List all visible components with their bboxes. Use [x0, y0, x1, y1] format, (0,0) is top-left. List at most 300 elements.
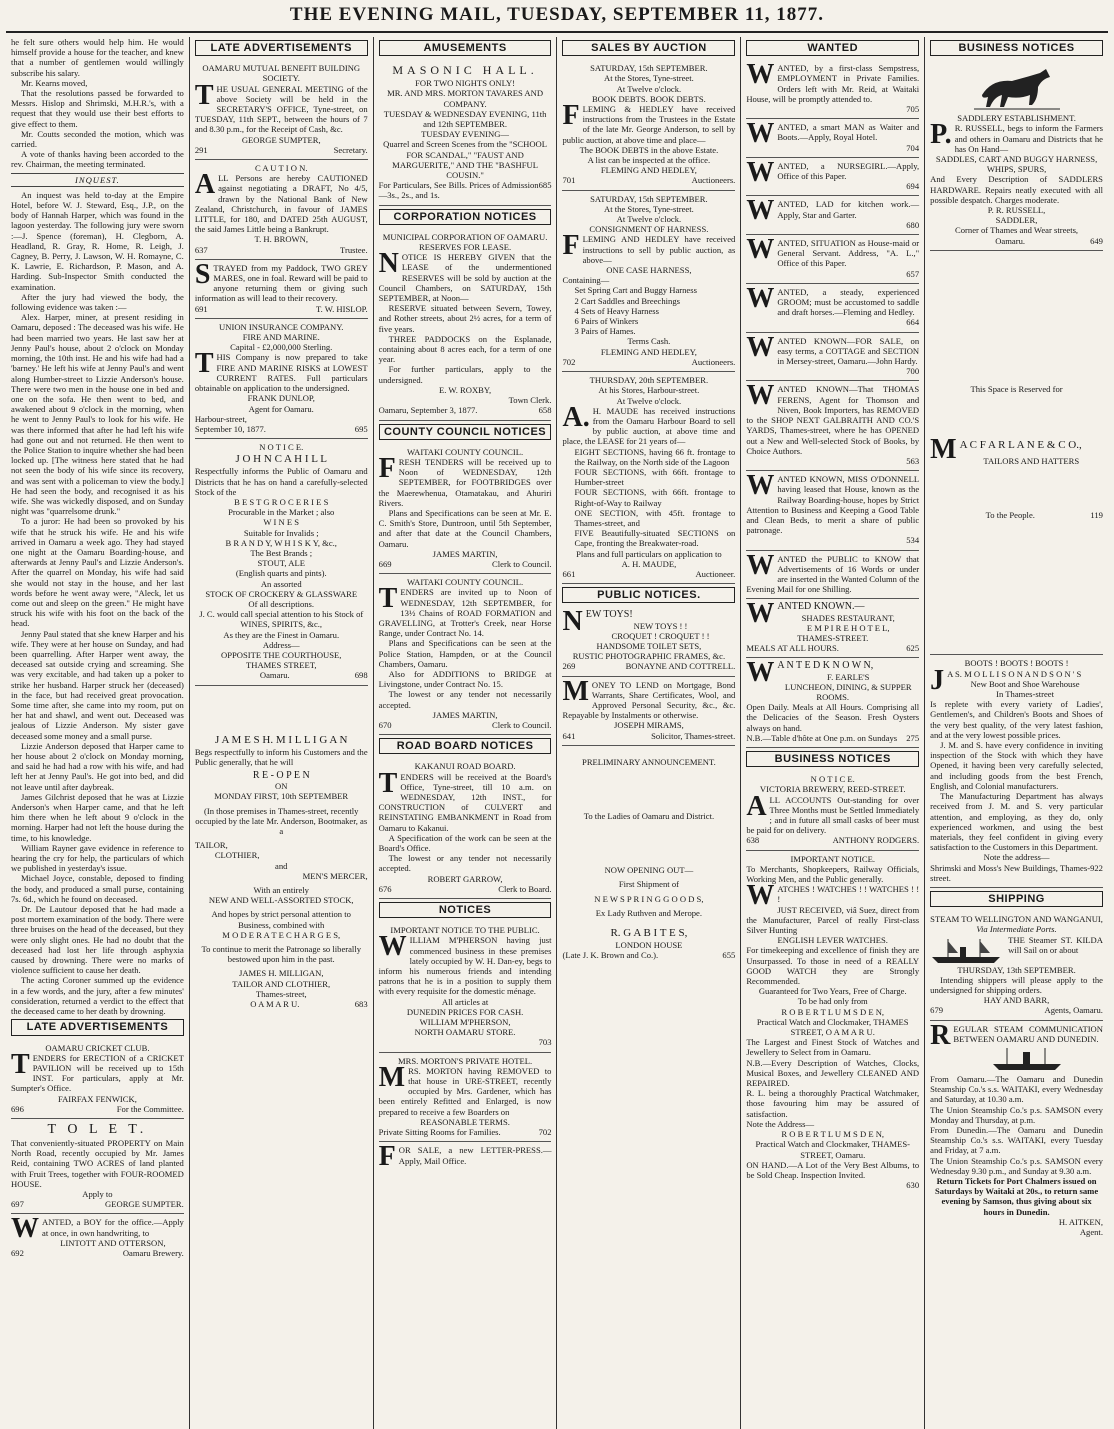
ad-role: Auctioneer.	[695, 568, 736, 579]
ad-text: FIRE AND MARINE.	[242, 332, 320, 343]
advert-wanted	[746, 235, 919, 284]
ad-text: Respectfully informs the Public of Oamaru and Districts that he has on hand a carefully-selected Stock of the	[194, 466, 368, 497]
ad-body: NOTICE IS HEREBY GIVEN that the LEASE of the undermentioned RESERVES will be sold by auction at the Council Chambers, on SATURDAY, 15th SEPTEMBER, at Noon—	[378, 248, 552, 304]
column-1	[6, 37, 189, 1429]
ad-line: Shrimski and Moss's New Buildings, Thames-street.	[930, 862, 1091, 883]
advert-cricket	[11, 1040, 184, 1119]
ad-line: THREE PADDOCKS on the Esplanade, containing about 8 acres each, for a term of one year.	[378, 333, 552, 365]
ad-line: JAMES H. MILLIGAN,	[238, 968, 324, 979]
advert-boy-wanted	[11, 1214, 184, 1262]
ad-line: The BOOK DEBTS in the above Estate.	[579, 144, 719, 155]
advert-cahill	[195, 439, 368, 685]
column-5	[740, 37, 924, 1429]
ad-signature: BONAYNE AND COTTRELL.	[625, 661, 736, 672]
ad-number: 697	[11, 1199, 24, 1210]
ad-line: NEW AND WELL-ASSORTED STOCK,	[208, 895, 354, 906]
advert-gabites	[562, 746, 735, 965]
ad-signature: FAIRFAX FENWICK,	[57, 1093, 137, 1104]
ad-signature: LINTOTT AND OTTERSON,	[60, 1237, 166, 1248]
ad-number: 119	[1090, 510, 1103, 521]
ad-body: WANTED KNOWN—FOR SALE, on easy terms, a COTTAGE and SECTION in Mersey-street, Oamaru.—John Hardy.	[746, 331, 920, 367]
ad-name: J A M E S H. M I L L I G A N	[215, 733, 348, 746]
ad-line: DUNEDIN PRICES FOR CASH.	[406, 1006, 524, 1017]
ad-line: O A M A R U.	[250, 999, 300, 1010]
article-text: Mr. Kearns moved,	[21, 77, 88, 88]
section-heading: NOTICES	[379, 902, 552, 918]
ad-line: At the Stores, Tyne-street.	[604, 73, 694, 84]
ad-number: 685	[538, 180, 552, 191]
list-item: 6 Pairs of Winkers	[574, 316, 639, 327]
ad-date: September 10, 1877.	[194, 423, 266, 434]
ad-number: 563	[906, 455, 920, 466]
ad-line: To be had only from	[797, 996, 868, 1007]
ad-text: Oamaru Brewery.	[122, 1247, 184, 1258]
inquest-paragraph: James Gilchrist deposed that he was at Lizzie Anderson's when Harper came, and that he left him there when he left about 9 o'clock in the morning. Harper had not left the house during the time, to his knowledge.	[11, 791, 184, 843]
ad-line: B R A N D Y, W H I S K Y, &c.,	[225, 537, 337, 548]
ad-line: Return Tickets for Port Chalmers issued on Saturdays by Waitaki at 20s., to return same evening by Samson, thus giving about six hours in Dunedin.	[934, 1175, 1099, 1217]
ad-line: TAILOR AND CLOTHIER,	[232, 978, 331, 989]
advert-lumsden-watches	[746, 851, 919, 1195]
advert-book-debts	[562, 60, 735, 190]
ad-title: IMPORTANT NOTICE.	[790, 853, 876, 864]
ad-number: 637	[194, 244, 208, 255]
ad-name: J O H N C A H I L L	[235, 453, 328, 466]
ad-line: WANTED KNOWN.—	[746, 598, 865, 630]
ad-signature: FLEMING AND HEDLEY,	[600, 165, 697, 176]
advert-money-to-lend	[562, 677, 735, 746]
ad-line: B E S T G R O C E R I E S	[234, 496, 329, 507]
ad-role: Solicitor, Thames-street.	[651, 730, 736, 741]
ad-line: SATURDAY, 15th SEPTEMBER.	[590, 193, 708, 204]
ad-line: Of all descriptions.	[248, 598, 315, 609]
ad-line: SATURDAY, 15th SEPTEMBER.	[590, 63, 708, 74]
ad-body: ALL Persons are hereby CAUTIONED against negotiating a DRAFT, No 4/5, drawn by the National Bank of New Zealand, Christchurch, in favour of JAMES LITTLE, for 180, and DATED 25th AUGUST, the said James Little being a Bankrupt.	[194, 169, 368, 235]
ad-line: For further particulars, apply to the undersigned.	[378, 364, 552, 385]
ad-line: Ex Lady Ruthven and Merope.	[595, 907, 702, 918]
advert-wanted	[746, 551, 919, 600]
ad-number: 641	[562, 730, 576, 741]
ad-line: TUESDAY & WEDNESDAY EVENING, 11th and 12th SEPTEMBER.	[383, 108, 547, 130]
section-heading: LATE ADVERTISEMENTS	[11, 1019, 184, 1035]
ad-name: R O B E R T L U M S D E N,	[781, 1129, 885, 1140]
ad-line: OPPOSITE THE COURTHOUSE,	[221, 649, 342, 660]
advert-union-insurance	[195, 319, 368, 439]
ad-line: NORTH OAMARU STORE.	[414, 1027, 516, 1038]
ad-line: N.B.—Table d'hôte at One p.m. on Sundays	[746, 732, 898, 743]
ad-body: WANTED the PUBLIC to KNOW that Advertisements of 16 Words or under are inserted in the Wanted Column of the Evening Mail for one Shilling.	[746, 549, 920, 595]
ad-title: T O L E T.	[47, 1121, 148, 1137]
ad-line: ON	[275, 781, 288, 792]
advert-wanted	[746, 60, 919, 119]
ad-line: SHADES RESTAURANT,	[801, 612, 895, 623]
ad-number: 680	[906, 219, 920, 230]
ad-line: Terms Cash.	[627, 336, 671, 347]
ad-line: CROQUET ! CROQUET ! !	[611, 630, 710, 641]
ad-line: At Twelve o'clock.	[616, 83, 682, 94]
advert-to-let	[11, 1119, 184, 1214]
ad-line: From Dunedin.—The Oamaru and Dunedin Steamship Co.'s s.s. WAITAKI, every Tuesday and Friday, at 7 a.m.	[930, 1124, 1103, 1156]
ad-line: Corner of Thames and Wear streets,	[955, 225, 1079, 236]
ad-line: Plans and Specifications can be seen at the Police Station, Hampden, or at the Council Chambers, Oamaru.	[378, 638, 552, 669]
ad-line: WATCHES ! WATCHES ! ! WATCHES ! ! !	[746, 880, 920, 912]
ad-number: 630	[906, 1180, 920, 1191]
ad-line: To Merchants, Shopkeepers, Railway Officials, Working Men, and the Public generally.	[746, 863, 920, 885]
ad-line: SADDLES, CART AND BUGGY HARNESS, WHIPS, SPURS,	[935, 154, 1098, 175]
ad-title: WAITAKI COUNTY COUNCIL.	[406, 577, 524, 588]
inquest-paragraph: An inquest was held to-day at the Empire Hotel, before W. J. Steward, Esq., J.P., on the body of Hannah Harper, which was found in the lagoon yesterday. The following jury were sworn :—J. Spence (foreman), H. Clegborn, A. Headland, R. Gray, R. Home, R. Leigh, J. Cagney, B. Perry, J. Lawson, W. H. Romayne, C. K. Lawrie, E. Richardson, P. Mason, and A. Harding. Sub-Inspector Smith conducted the examination.	[11, 189, 184, 292]
ad-line: Also for ADDITIONS to BRIDGE at Livingstone, under Contract No. 15.	[378, 668, 552, 690]
ad-title: KAKANUI ROAD BOARD.	[414, 761, 516, 772]
ad-line: MEN'S MERCER,	[302, 870, 368, 881]
ad-title: UNION INSURANCE COMPANY.	[219, 321, 344, 332]
ad-body: WANTED KNOWN—That THOMAS FERENS, Agent for Thomson and Niven, Book Importers, has REMOVED to the SHOP NEXT GALBRAITH AND CO.'S YARDS, Thames-street, where he has OPENED out a New and Well-selected Stock of Books, by Choice Authors.	[746, 380, 920, 456]
ad-line: Note the address—	[983, 852, 1050, 863]
ad-body: WANTED, by a first-class Sempstress, EMPLOYMENT in Private Families. Orders left with Mr. Reid, at Waitaki House, will be promptly attended to.	[746, 59, 920, 104]
ad-title: WAITAKI COUNTY COUNCIL.	[406, 446, 524, 457]
ad-line: A Specification of the work can be seen at the Board's Office.	[378, 832, 552, 854]
ad-line: Practical Watch and Clockmaker, THAMES STREET, O A M A R U.	[756, 1016, 909, 1038]
advert-macfarlane	[930, 251, 1103, 656]
column-4	[556, 37, 740, 1429]
ad-line: J. C. would call special attention to his Stock of	[199, 609, 364, 620]
ad-name: R O B E R T L U M S D E N,	[781, 1006, 885, 1017]
columns	[6, 37, 1108, 1429]
column-3	[373, 37, 557, 1429]
ad-name: JA S. M O L L I S O N A N D S O N ' S	[930, 664, 1082, 696]
ad-number: 705	[906, 104, 920, 115]
ad-line: THAMES STREET,	[245, 660, 317, 671]
ad-title: C A U T I O N.	[255, 163, 308, 174]
inquest-paragraph: William Rayner gave evidence in reference to hearing the cry for help, the particulars of which we published in yesterday's issue.	[11, 842, 184, 874]
ad-line: TAILOR,	[194, 840, 228, 851]
ad-number: 700	[906, 366, 920, 377]
ad-role: Agent.	[1079, 1227, 1103, 1237]
ad-line: THURSDAY, 13th SEPTEMBER.	[957, 964, 1076, 975]
advert-earles-rooms	[746, 658, 919, 748]
ad-title: STEAM TO WELLINGTON AND WANGANUI,	[930, 914, 1103, 925]
ad-line: NOW OPENING OUT—	[604, 865, 694, 876]
ad-line: This Space is Reserved for	[970, 383, 1063, 394]
ad-signature: FRANK DUNLOP,	[247, 393, 315, 404]
ad-line: THAMES-STREET.	[797, 632, 869, 643]
ad-role: Clerk to Council.	[492, 719, 552, 730]
ad-name: R. G A B I T E S,	[610, 927, 688, 940]
ad-body: FLEMING AND HEDLEY have received instructions to sell by public auction, as above—	[562, 230, 736, 265]
ad-line: THE Steamer ST. KILDA will Sail on or about	[1008, 934, 1103, 955]
ad-line: The lowest or any tender not necessarily accepted.	[378, 853, 552, 874]
ad-body: WANTED, LAD for kitchen work.—Apply, Star and Garter.	[746, 195, 920, 227]
ad-text: Capital - £2,000,000 Sterling.	[230, 342, 333, 353]
advert-mollison-boots	[930, 655, 1103, 887]
ad-line: CLOTHIER,	[214, 850, 260, 861]
ad-role: Agent for Oamaru.	[248, 403, 314, 414]
advert-mutual-society	[195, 60, 368, 160]
ad-line: Suitable for Invalids ;	[243, 527, 319, 538]
ad-line: W I N E S	[263, 517, 300, 528]
masthead: THE EVENING MAIL, TUESDAY, SEPTEMBER 11, 1877.	[6, 4, 1108, 33]
ad-line: Thames-street,	[255, 988, 307, 999]
ad-number: 691	[194, 303, 208, 314]
ad-line: Note the Address—	[746, 1118, 815, 1129]
ad-line: N.B.—Every Description of Watches, Clocks, Musical Boxes, and Jewellery CLEANED AND REPAIRED.	[746, 1057, 920, 1089]
section-heading: WANTED	[746, 40, 919, 56]
ad-role: Auctioneers.	[691, 356, 736, 367]
ad-line: PRELIMINARY ANNOUNCEMENT.	[582, 756, 716, 767]
ad-title: OAMARU CRICKET CLUB.	[45, 1042, 150, 1053]
ad-signature: A. H. MAUDE,	[621, 558, 677, 569]
ad-body: FLEMING & HEDLEY have received instructions from the Trustees in the Estate of the late Mr. George Anderson, to sell by public auction, at above time and place—	[562, 100, 736, 145]
section-heading: COUNTY COUNCIL NOTICES	[379, 424, 552, 440]
inquest-paragraph: The acting Coroner summed up the evidence in a few words, and the jury, after a few minutes' consideration, returned a verdict to the effect that the deceased came to her death by drowning.	[11, 975, 184, 1017]
article-text: That the resolutions passed be forwarded to Messrs. Hislop and Shrimski, M.H.R.'s, with a request that they would use their best efforts to give effect to them.	[11, 88, 184, 129]
ad-line: From Oamaru.—The Oamaru and Dunedin Steamship Co.'s s.s. WAITAKI, every Wednesday and Saturday, at 10.30 a.m.	[930, 1073, 1103, 1105]
advert-letter-press	[378, 1141, 552, 1173]
ad-body: The Manufacturing Department has always received from J. M. and S. very particular attention, and employing, as they do, only experienced workmen, and using the best materials, they feel confident in giving every satisfaction to the Customers in this Department.	[930, 791, 1103, 853]
ad-number: 695	[354, 423, 368, 434]
advert-milligan	[195, 730, 368, 1014]
ad-line: BOOK DEBTS. BOOK DEBTS.	[591, 93, 706, 104]
advert-strayed	[195, 260, 368, 319]
inquest-paragraph: To a juror: He had been so provoked by his wife that he struck his wife. He and his wife arrived in Oamaru a week ago. They had stayed one night at the Oamaru Boarding-house, and afterwards at Jenny Paul's and Lizzie Anderson's. After the quarrel on Monday, his wife had said she would not stay in the house, and her last words before he went away were, "Aleck, let us come out and sleep on the green." He might have struck his wife with his foot on the back of the head.	[11, 516, 184, 629]
ad-line: Plans and full particulars on application to	[576, 548, 722, 559]
ad-body: Is replete with every variety of Ladies', Gentlemen's, and Children's Boots and Shoes of the very best quality, of the very latest fashion, and at the very lowest possible prices.	[930, 699, 1103, 740]
ad-number: 269	[562, 661, 576, 672]
ad-number: 679	[930, 1005, 944, 1016]
ad-line: N E W S P R I N G G O O D S,	[594, 893, 704, 904]
ad-role: Trustee.	[340, 244, 368, 255]
section-heading: SHIPPING	[930, 891, 1103, 907]
ad-line: Via Intermediate Ports.	[976, 924, 1057, 935]
inquest-paragraph: Michael Joyce, constable, deposed to finding the body, and produced a small purse, containing 7s. 6d., which he found on deceased.	[11, 873, 184, 904]
ad-role: Town Clerk.	[508, 395, 552, 406]
ad-role: Clerk to Board.	[498, 883, 552, 894]
list-item: 2 Cart Saddles and Breechings	[574, 295, 680, 306]
ad-line: HANDSOME TOILET SETS,	[596, 640, 702, 651]
list-item: ONE SECTION, with 45ft. frontage to Thames-street, and	[574, 507, 736, 528]
section-heading: LATE ADVERTISEMENTS	[195, 40, 368, 56]
advert-wanted	[746, 196, 919, 235]
ad-line: With an entirely	[253, 885, 309, 896]
ad-line: RUSTIC PHOTOGRAPHIC FRAMES, &c.	[572, 651, 726, 662]
ad-title: N O T I C E.	[259, 442, 304, 453]
ad-line: At Twelve o'clock.	[616, 395, 682, 406]
ad-body: WANTED KNOWN, MISS O'DONNELL having leased that House, known as the Railway Boarding-house, hopes by Strict Attention to Business and Keeping a Good Table and Clean Beds, to merit a share of public patronage.	[746, 470, 920, 536]
section-heading: BUSINESS NOTICES	[746, 751, 919, 767]
advert-shades-restaurant	[746, 599, 919, 658]
ad-line: FOR TWO NIGHTS ONLY!	[415, 78, 516, 89]
inquest-paragraph: Alex. Harper, miner, at present residing in Oamaru, deposed : The deceased was his wife. He had been married two years. He last saw her at Jenny Paul's house, about 2 o'clock on Monday morning, the 10th inst. He and his wife had had a 'barney.' He left his wife at Jenny Paul's and went along Humber-street to Lizzie Anderson's house. There were two men in the house one in bed and one on the sofa. He then went to bed, and awakened about 9 o'clock in the morning, when he went to Jenny Paul's to look for his wife. He was there informed that after he had left his wife had gone out and not returned. He then went to the Police Station to inquire whether she had been locked up. [The witness here stated that he had not seen the body of his wife since its recovery, and was sent with a policeman to view the body.] He had seen the body, and recognised it as his wife. She was wickedly disposed, and on Sunday night was "quarrelsome drunk."	[11, 312, 184, 517]
ad-number: 701	[562, 175, 576, 186]
ad-signature: T. H. BROWN,	[254, 234, 309, 245]
ad-role: Agents, Oamaru.	[1044, 1005, 1103, 1016]
ad-line: For timekeeping and excellence of finish they are Unsurpassed. To those in need of a REALLY GOOD WATCH they are Strongly Recommended.	[746, 945, 920, 987]
ad-body: WANTED, a smart MAN as Waiter and Boots.—Apply, Royal Hotel.	[746, 118, 920, 150]
ad-line: Guaranteed for Two Years, Free of Charge.	[758, 986, 907, 997]
advert-harness	[562, 191, 735, 372]
ad-number: 703	[538, 1037, 552, 1048]
ad-role: For the Committee.	[116, 1103, 184, 1114]
advert-wanted	[746, 381, 919, 471]
ad-text: Harbour-street,	[194, 413, 247, 424]
ad-body: MRS. MORTON having REMOVED to that house in URE-STREET, recently occupied by Mrs. Gardener, which has been entirely Refitted and Enlarged, is now prepared to receive a few Boarders on	[378, 1061, 552, 1117]
ad-line: R E - O P E N	[252, 769, 310, 781]
article-text: he felt sure others would help him. He would himself provide a house for the teacher, and knew that a number of gentlemen would willingly subscribe his salary.	[11, 37, 184, 78]
ad-body: That conveniently-situated PROPERTY on Main North Road, recently occupied by Mr. James Reid, containing TWO ACRES of land planted with Fruit Trees, together with FOUR-ROOMED HOUSE.	[11, 1137, 184, 1189]
ad-title: SADDLERY ESTABLISHMENT.	[957, 113, 1076, 124]
column-2	[189, 37, 373, 1429]
ad-number: 649	[1090, 235, 1103, 246]
ad-body: FRESH TENDERS will be received up to Noon of WEDNESDAY, 12th SEPTEMBER, for FOOTBRIDGES over the Maerewhenua, Otamatakau, and Ahuriri Rivers.	[378, 452, 552, 508]
ad-line: E M P I R E H O T E L,	[806, 622, 890, 633]
ad-line: For Particulars, See Bills. Prices of Admission—3s., 2s., and 1s.	[378, 180, 539, 201]
list-item: EIGHT SECTIONS, having 66 ft. frontage to the Railway, on the North side of the Lagoon	[574, 446, 736, 467]
ad-line: WINES, SPIRITS, &c.,	[240, 619, 323, 630]
ad-line: Open Daily. Meals at All Hours. Comprising all the Delicacies of the Season. Fresh Oysters always on hand.	[746, 702, 920, 733]
ad-line: As they are the Finest in Oamaru.	[223, 629, 340, 640]
ad-line: Oamaru.	[259, 670, 290, 681]
ad-line: ONE CASE HARNESS,	[606, 265, 692, 276]
ad-number: 638	[746, 835, 760, 846]
ad-title: REGULAR STEAM COMMUNICATION BETWEEN OAMARU AND DUNEDIN.	[930, 1019, 1103, 1051]
ad-date: Oamaru, September 3, 1877.	[378, 405, 478, 416]
ad-line: ON HAND.—A Lot of the Very Best Albums, to be Sold Cheap. Inspection Invited.	[746, 1159, 920, 1180]
ad-line: Quarrel and Screen Scenes from the "SCHOOL FOR SCANDAL," "FAUST AND MARGUERITE," AND THE "BASHFUL COUSIN."	[383, 139, 548, 181]
ad-text: Begs respectfully to inform his Customers and the Public generally, that he will	[194, 746, 368, 767]
ad-name: MA C F A R L A N E & C O.,	[930, 434, 1082, 466]
ad-title: IMPORTANT NOTICE TO THE PUBLIC.	[390, 925, 540, 936]
ad-line: F. EARLE'S	[827, 671, 870, 682]
ad-line: ENGLISH LEVER WATCHES.	[777, 935, 888, 946]
ad-line: MONDAY FIRST, 10th SEPTEMBER	[214, 791, 349, 802]
horse-engraving-icon	[972, 65, 1062, 111]
ad-body: TENDERS are invited up to Noon of WEDNESDAY, 12th SEPTEMBER, for 13½ Chains of ROAD FORMATION and GRAVELLING, at Trotter's Creek, near Horse Range, under Contract No. 14.	[378, 583, 552, 639]
inquest-paragraph: Lizzie Anderson deposed that Harper came to her house about 2 o'clock on Monday morning, and said he had had a row with his wife, and had left her at Jenny Paul's. He got into bed, and did not leave until after daybreak.	[11, 740, 184, 792]
advert-mpherson	[379, 922, 552, 1052]
ad-line: At his Stores, Harbour-street.	[598, 385, 700, 396]
ad-line: New Boot and Shoe Warehouse	[970, 678, 1080, 689]
ad-body: FOR SALE, a new LETTER-PRESS.—Apply, Mail Office.	[378, 1141, 552, 1173]
list-item: 4 Sets of Heavy Harness	[574, 305, 659, 316]
ad-line: REASONABLE TERMS.	[420, 1116, 510, 1127]
ad-body: STRAYED from my Paddock, TWO GREY MARES, one in foal. Reward will be paid to anyone returning them or giving such information as will lead to their recovery.	[194, 258, 368, 304]
ad-line: First Shipment of	[618, 879, 679, 890]
ad-line: Containing—	[562, 275, 610, 286]
ad-line: STOUT, ALE	[257, 558, 305, 569]
ad-line: Procurable in the Market ; also	[228, 507, 335, 518]
ad-line: LUNCHEON, DINING, & SUPPER ROOMS.	[784, 681, 912, 702]
ad-signature: JOSEPH MIRAMS,	[614, 720, 684, 731]
ad-line: Intending shippers will please apply to the undersigned for shipping orders.	[930, 974, 1103, 995]
ad-line: To continue to merit the Patronage so liberally bestowed upon him in the past.	[201, 944, 362, 965]
steamship-icon	[930, 937, 1004, 965]
ad-signature: H. AITKEN,	[1058, 1216, 1103, 1227]
ad-number: 922	[1090, 862, 1103, 873]
advert-victoria-brewery	[746, 771, 919, 850]
ad-line: Practical Watch and Clockmaker, THAMES-STREET, Oamaru.	[755, 1139, 910, 1160]
ad-role: Auctioneers.	[691, 175, 736, 186]
ad-line: At Twelve o'clock.	[616, 214, 682, 225]
ad-number: 669	[378, 558, 392, 569]
ad-body: THIS Company is now prepared to take FIRE AND MARINE RISKS at LOWEST CURRENT RATES. Full particulars obtainable on application to the undersigned.	[194, 348, 368, 394]
ad-signature: JAMES MARTIN,	[432, 548, 498, 559]
ad-number: 683	[354, 999, 368, 1010]
ad-body: P.R. RUSSELL, begs to inform the Farmers and others in Oamaru and Districts that he has On Hand—	[930, 119, 1103, 154]
ad-number: 625	[906, 643, 920, 654]
ad-line: RESERVES FOR LEASE.	[418, 242, 512, 253]
ad-line: (English quarts and pints).	[235, 568, 327, 579]
ad-signature: GEORGE SUMPTER.	[105, 1199, 184, 1210]
ad-title: MUNICIPAL CORPORATION OF OAMARU.	[382, 231, 548, 242]
ad-line: NEW TOYS!	[562, 606, 633, 638]
ad-line: And hopes by strict personal attention to Business, combined with	[211, 909, 351, 930]
ad-line: TAILORS AND HATTERS	[983, 456, 1080, 467]
ad-line: THURSDAY, 20th SEPTEMBER.	[589, 375, 709, 386]
ad-line: Private Sitting Rooms for Families.	[378, 1127, 501, 1138]
ad-line: The Union Steamship Co.'s p.s. SAMSON every Wednesday 9.30 p.m., and Sunday at 9.30 a.m.	[930, 1155, 1103, 1176]
ad-number: 275	[906, 732, 920, 743]
ad-line: NEW TOYS ! !	[633, 620, 688, 631]
ad-signature: GEORGE SUMPTER,	[241, 134, 321, 145]
ad-number: 658	[538, 405, 552, 416]
advert-harbour-sections	[562, 372, 735, 584]
ad-line: WA N T E D K N O W N,	[746, 657, 874, 689]
ad-line: The Largest and Finest Stock of Watches and Jewellery to Select from in Oamaru.	[746, 1037, 920, 1058]
ad-number: 657	[906, 268, 920, 279]
advert-wanted	[746, 119, 919, 158]
ad-title: MASONIC HALL.	[392, 63, 538, 78]
section-heading: AMUSEMENTS	[379, 40, 552, 56]
list-item: 3 Pairs of Hames.	[574, 326, 636, 337]
ad-body: WANTED, a BOY for the office.—Apply at once, in own handwriting, to	[11, 1213, 184, 1245]
ad-number: 692	[11, 1247, 24, 1258]
inquest-paragraph: Dr. De Lautour deposed that he had made a post mortem examination of the body. There were three bruises on the head of the deceased, but they were only slight ones. He had no doubt that the deceased had lost her life through asphyxia caused by drowning. There were no marks of violence sufficient to cause her death.	[11, 904, 184, 976]
ad-number: 702	[538, 1127, 552, 1138]
ad-line: The lowest or any tender not necessarily accepted.	[378, 689, 552, 710]
ad-line: (In those premises in Thames-street, recently occupied by the late Mr. Anderson, Bootmaker, as a	[195, 805, 368, 836]
ad-line: (Late J. K. Brown and Co.).	[562, 950, 659, 961]
advert-steam-communication	[930, 1021, 1103, 1242]
section-heading: ROAD BOARD NOTICES	[379, 738, 552, 754]
ad-line: A list can be inspected at the office.	[587, 155, 711, 166]
section-heading: CORPORATION NOTICES	[379, 209, 552, 225]
inquest-heading: INQUEST.	[11, 173, 184, 187]
ad-number: 670	[378, 719, 392, 730]
ad-number: 704	[906, 142, 920, 153]
list-item: FIVE Beautifully-situated SECTIONS on Cape, fronting the Breakwater-road.	[574, 528, 736, 549]
ad-line: And Every Description of SADDLERS HARDWARE. Repairs neatly executed with all possible despatch. Charges moderate.	[930, 174, 1103, 205]
advert-caution	[195, 160, 368, 260]
ad-body: WANTED, SITUATION as House-maid or General Servant. Address, "A. L.," Office of this Paper.	[746, 234, 920, 269]
advert-wanted	[746, 333, 919, 382]
ad-body: A.H. MAUDE has received instructions from the Oamaru Harbour Board to sell by public auction, at above time and place, the LEASE for 21 years of—	[562, 401, 736, 447]
inquest-paragraph: Jenny Paul stated that she knew Harper and his wife. They were at her house on Sunday, and had been quarrelling. After Harper went away, the deceased sat outside crying and screaming. She was very excitable, and had taken up a poker to strike her husband. Harper struck her (deceased) in the face, but had received great provocation. Some time after, she came into my room, put on her hat and shawl, and went out. Deceased was jealous of Lizzie Anderson. My sister gave deceased some money and a small purse.	[11, 628, 184, 741]
section-heading: SALES BY AUCTION	[562, 40, 735, 56]
ad-number: 291	[194, 144, 208, 155]
ad-line: RESERVE situated between Severn, Towey, and Rother streets, about 2½ acres, for a term of five years.	[378, 303, 552, 334]
article-text: A vote of thanks having been accorded to the rev. Chairman, the meeting terminated.	[11, 149, 184, 170]
list-item: Set Spring Cart and Buggy Harness	[574, 285, 697, 296]
advert-morton-hotel	[379, 1053, 552, 1143]
ad-name: P. R. RUSSELL,	[987, 205, 1046, 216]
ad-signature: ROBERT GARROW,	[427, 873, 503, 884]
list-item: FOUR SECTIONS, with 66ft. frontage to Right-of-Way to Railway	[574, 487, 736, 508]
ad-body: TENDERS for ERECTION of a CRICKET PAVILION will be received up to 15th INST. For particulars, apply at Mr. Sumpter's Office.	[11, 1048, 184, 1094]
column-6	[924, 37, 1108, 1429]
advert-wanted	[746, 284, 919, 333]
ad-number: 694	[906, 181, 920, 192]
ad-signature: FLEMING AND HEDLEY,	[600, 346, 697, 357]
ad-line: Address—	[262, 639, 300, 650]
